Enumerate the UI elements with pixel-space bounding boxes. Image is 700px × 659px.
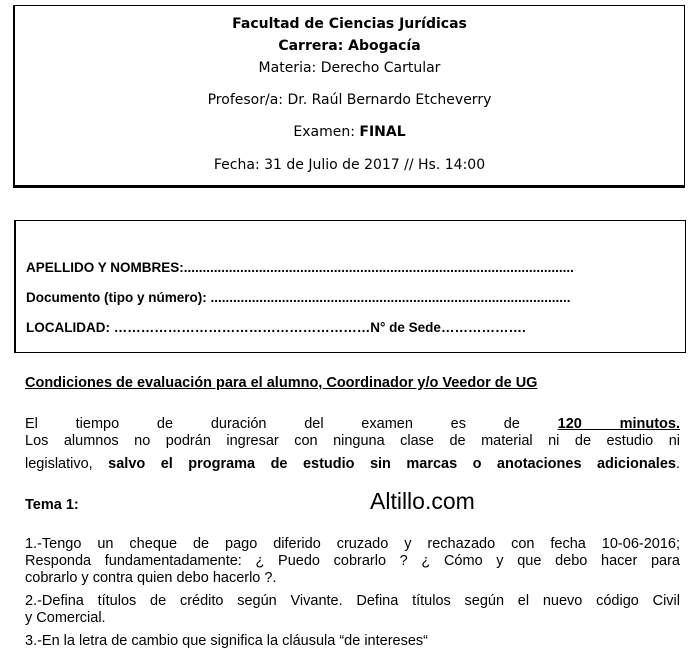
exam-header bbox=[13, 5, 685, 188]
professor-line: Profesor/a: Dr. Raúl Bernardo Etcheverry bbox=[207, 92, 492, 108]
question-1-line2: Responda fundamentadamente: ¿ Puedo cobrarlo ? ¿ Cómo y que debo hacer para bbox=[25, 553, 680, 569]
faculty-title: Facultad de Ciencias Jurídicas bbox=[232, 16, 467, 32]
locality-dots: ………………………………………………… bbox=[110, 320, 371, 335]
topic-title: Tema 1: bbox=[25, 497, 79, 513]
question-2-line1: 2.-Defina títulos de crédito según Vivante. Defina títulos según el nuevo código Civil bbox=[25, 593, 680, 609]
sede-dots: ………………. bbox=[440, 320, 526, 335]
question-3-line1: 3.-En la letra de cambio que significa la cláusula “de intereses“ bbox=[25, 633, 428, 649]
exam-label: Examen: bbox=[293, 124, 355, 140]
career-title: Carrera: Abogacía bbox=[278, 38, 421, 54]
date-line: Fecha: 31 de Julio de 2017 // Hs. 14:00 bbox=[213, 157, 486, 173]
conditions-title: Condiciones de evaluación para el alumno, Coordinador y/o Veedor de UG bbox=[25, 375, 538, 391]
sede-label: N° de Sede bbox=[370, 320, 441, 335]
conditions-line3 bbox=[25, 456, 680, 473]
question-2-line2: y Comercial. bbox=[25, 610, 106, 626]
duration-value: 120 minutos. bbox=[557, 416, 680, 432]
subject-line: Materia: Derecho Cartular bbox=[258, 60, 441, 76]
exam-type-line bbox=[15, 124, 684, 140]
duration-prefix: El tiempo de duración del examen es de bbox=[25, 416, 558, 432]
watermark-text: Altillo.com bbox=[370, 488, 475, 514]
duration-line bbox=[25, 416, 680, 433]
conditions-line2: Los alumnos no podrán ingresar con ninguna clase de material ni de estudio ni bbox=[25, 433, 680, 449]
exam-value: FINAL bbox=[359, 124, 406, 140]
name-field: APELLIDO Y NOMBRES:........................................................................................................ bbox=[26, 260, 574, 275]
conditions-line3-prefix: legislativo, bbox=[25, 456, 109, 472]
conditions-line3-bold: salvo el programa de estudio sin marcas o anotaciones adicionales bbox=[108, 456, 676, 472]
question-1-line3: cobrarlo y contra quien debo hacerlo ?. bbox=[25, 570, 277, 586]
student-info-box bbox=[14, 220, 686, 353]
locality-field bbox=[26, 320, 675, 335]
conditions-line3-suffix: . bbox=[675, 456, 680, 472]
locality-label: LOCALIDAD: bbox=[26, 320, 110, 335]
document-field: Documento (tipo y número): ................................................................................................ bbox=[26, 290, 571, 305]
question-1-line1: 1.-Tengo un cheque de pago diferido cruzado y rechazado con fecha 10-06-2016; bbox=[25, 536, 680, 552]
